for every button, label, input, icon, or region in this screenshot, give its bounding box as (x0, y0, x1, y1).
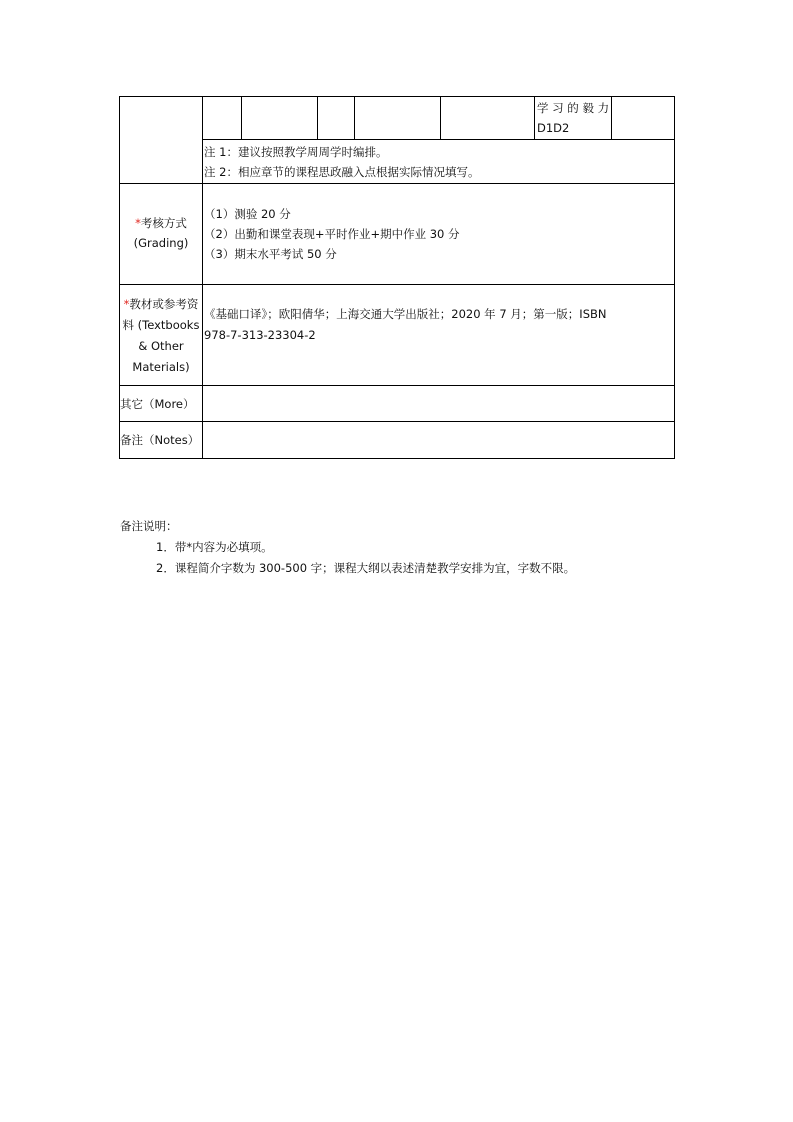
column-divider (611, 96, 612, 140)
column-divider (241, 96, 242, 140)
textbooks-label-line2: 料 (Textbooks (122, 318, 200, 332)
column-divider (354, 96, 355, 140)
textbooks-label (120, 294, 202, 378)
grading-label (120, 213, 202, 253)
textbooks-label-line1: 教材或参考资 (129, 297, 199, 311)
textbooks-label-line3: & Other (138, 339, 184, 353)
notes-label: 备注（Notes） (120, 433, 200, 447)
required-star: * (123, 297, 130, 311)
ability-cell-line1: 学 习 的 毅 力 (537, 101, 610, 115)
table-border-right (674, 96, 675, 459)
grading-item-2: （2）出勤和课堂表现+平时作业+期中作业 30 分 (204, 227, 460, 241)
remarks-item-1: 1．带*内容为必填项。 (156, 540, 273, 554)
schedule-note-1: 注 1：建议按照教学周周学时编排。 (204, 145, 388, 159)
column-divider (440, 96, 441, 140)
more-label: 其它（More） (120, 397, 195, 411)
textbooks-value-line2: 978-7-313-23304-2 (204, 328, 316, 342)
grading-item-1: （1）测验 20 分 (204, 207, 291, 221)
remarks-item-2: 2．课程简介字数为 300-500 字；课程大纲以表述清楚教学安排为宜，字数不限。 (156, 561, 576, 575)
label-column-divider (202, 96, 203, 459)
ability-cell-line2: D1D2 (537, 121, 570, 135)
textbooks-label-line4: Materials) (132, 360, 190, 374)
required-star: * (135, 216, 141, 230)
column-divider (534, 96, 535, 140)
textbooks-value-line1: 《基础口译》；欧阳倩华；上海交通大学出版社；2020 年 7 月；第一版；ISBN (204, 307, 607, 321)
row-divider (202, 139, 675, 140)
grading-item-3: （3）期末水平考试 50 分 (204, 247, 337, 261)
remarks-heading: 备注说明： (120, 519, 178, 533)
column-divider (317, 96, 318, 140)
grading-label-cn: 考核方式 (140, 216, 187, 230)
grading-label-en: (Grading) (133, 236, 189, 250)
schedule-note-2: 注 2：相应章节的课程思政融入点根据实际情况填写。 (204, 165, 480, 179)
